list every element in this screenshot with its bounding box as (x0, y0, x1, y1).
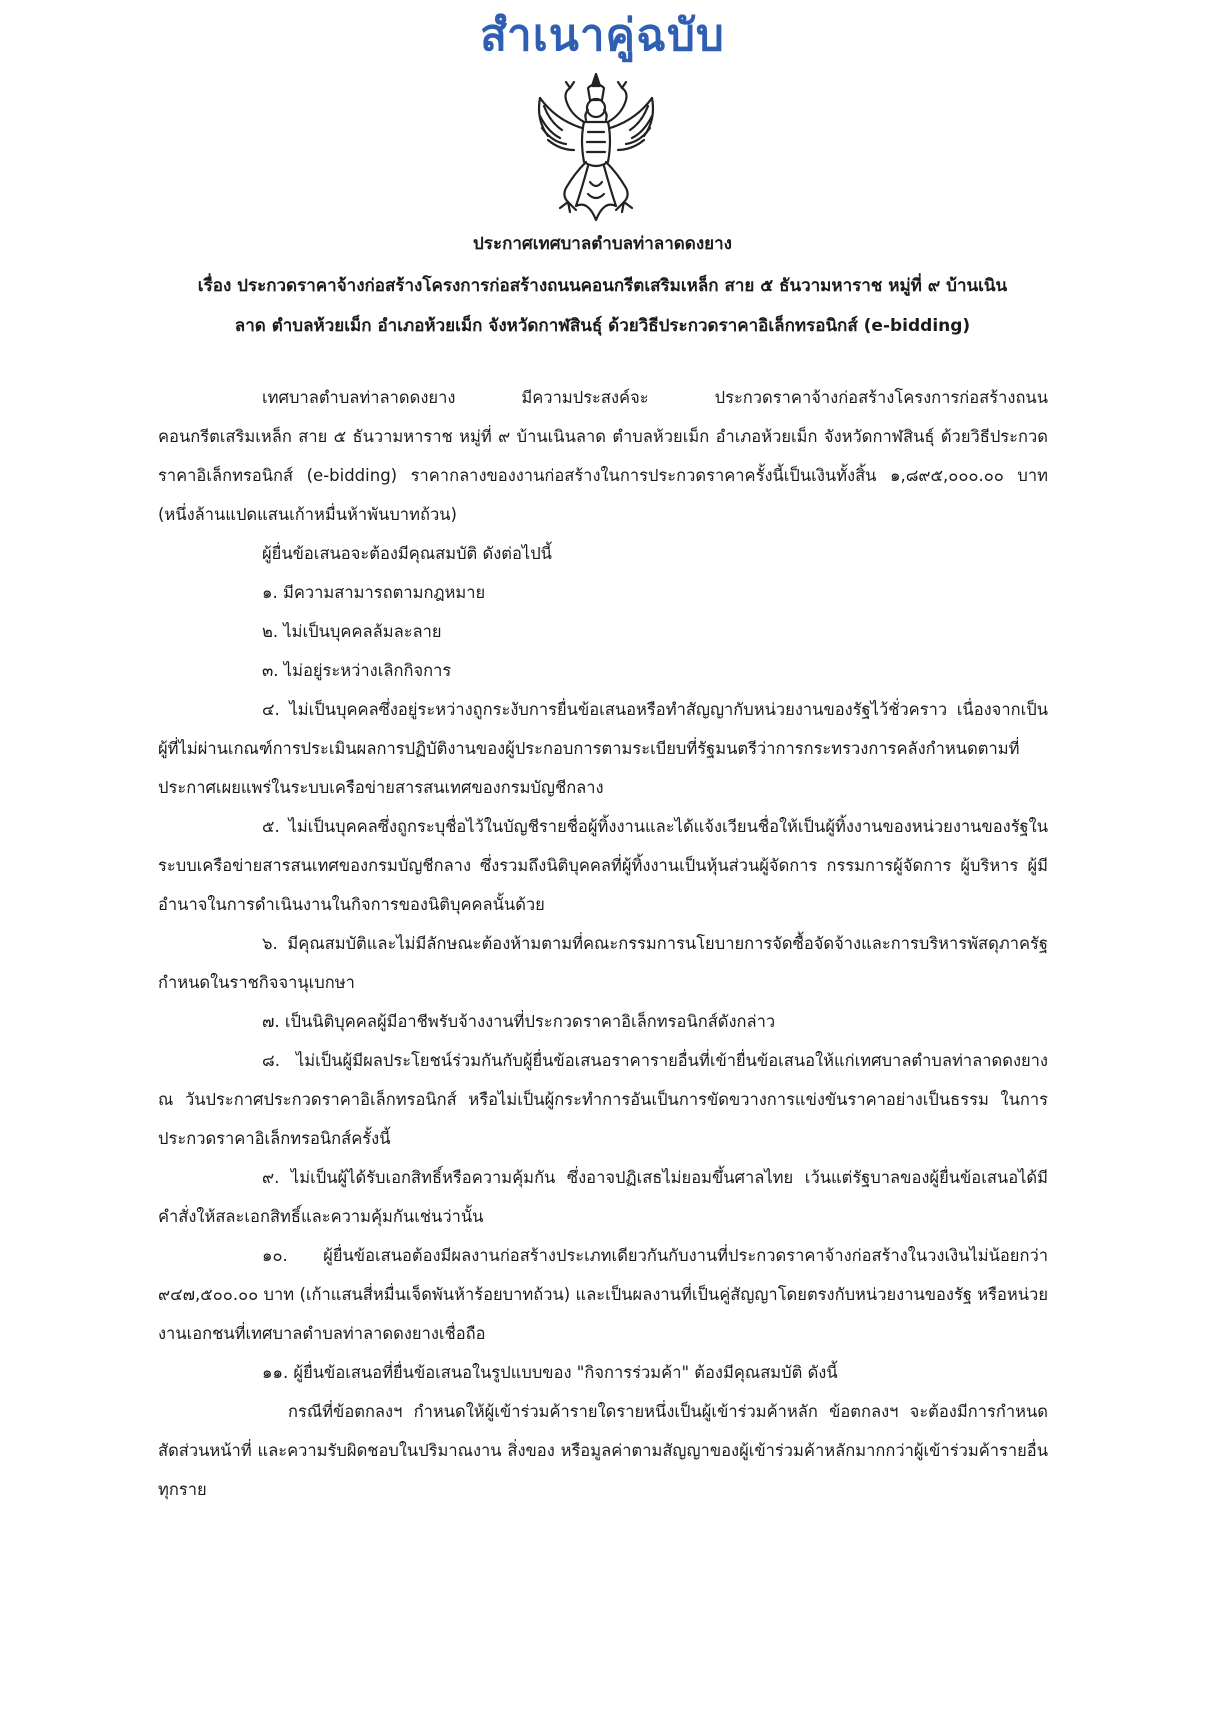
subject-line-1: เรื่อง ประกวดราคาจ้างก่อสร้างโครงการก่อสร้างถนนคอนกรีตเสริมเหล็ก สาย ๕ ธันวามหาราช หมู่ที่ ๙ บ้านเนิน (197, 276, 1008, 296)
qualification-item-9: ๙. ไม่เป็นผู้ได้รับเอกสิทธิ์หรือความคุ้มกัน ซึ่งอาจปฏิเสธไม่ยอมขึ้นศาลไทย เว้นแต่รัฐบาลของผู้ยื่นข้อเสนอได้มีคำสั่งให้สละเอกสิทธิ์และความคุ้มกันเช่นว่านั้น (158, 1168, 1048, 1226)
qualification-item-4: ๔. ไม่เป็นบุคคลซึ่งอยู่ระหว่างถูกระงับการยื่นข้อเสนอหรือทำสัญญากับหน่วยงานของรัฐไว้ชั่วคราว เนื่องจากเป็นผู้ที่ไม่ผ่านเกณฑ์การประเมินผลการปฏิบัติงานของผู้ประกอบการตามระเบียบที่รัฐมนตรีว่าการกระทรวงการคลังกำหนดตามที่ประกาศเผยแพร่ในระบบเครือข่ายสารสนเทศของกรมบัญชีกลาง (158, 700, 1048, 797)
qualification-item-6: ๖. มีคุณสมบัติและไม่มีลักษณะต้องห้ามตามที่คณะกรรมการนโยบายการจัดซื้อจัดจ้างและการบริหารพัสดุภาครัฐกำหนดในราชกิจจานุเบกษา (158, 934, 1048, 992)
qualification-item-1: ๑. มีความสามารถตามกฎหมาย (262, 583, 486, 602)
qualification-item-5: ๕. ไม่เป็นบุคคลซึ่งถูกระบุชื่อไว้ในบัญชีรายชื่อผู้ทิ้งงานและได้แจ้งเวียนชื่อให้เป็นผู้ทิ้งงานของหน่วยงานของรัฐในระบบเครือข่ายสารสนเทศของกรมบัญชีกลาง ซึ่งรวมถึงนิติบุคคลที่ผู้ทิ้งงานเป็นหุ้นส่วนผู้จัดการ กรรมการผู้จัดการ ผู้บริหาร ผู้มีอำนาจในการดำเนินงานในกิจการของนิติบุคคลนั้นด้วย (158, 817, 1048, 914)
joint-venture-clause: กรณีที่ข้อตกลงฯ กำหนดให้ผู้เข้าร่วมค้ารายใดรายหนึ่งเป็นผู้เข้าร่วมค้าหลัก ข้อตกลงฯ จะต้องมีการกำหนดสัดส่วนหน้าที่ และความรับผิดชอบในปริมาณงาน สิ่งของ หรือมูลค่าตามสัญญาของผู้เข้าร่วมค้าหลักมากกว่าผู้เข้าร่วมค้ารายอื่นทุกราย (158, 1402, 1048, 1499)
qualification-item-11: ๑๑. ผู้ยื่นข้อเสนอที่ยื่นข้อเสนอในรูปแบบของ "กิจการร่วมค้า" ต้องมีคุณสมบัติ ดังนี้ (262, 1363, 838, 1382)
qualification-item-10: ๑๐. ผู้ยื่นข้อเสนอต้องมีผลงานก่อสร้างประเภทเดียวกันกับงานที่ประกวดราคาจ้างก่อสร้างในวงเงินไม่น้อยกว่า ๙๔๗,๕๐๐.๐๐ บาท (เก้าแสนสี่หมื่นเจ็ดพันห้าร้อยบาทถ้วน) และเป็นผลงานที่เป็นคู่สัญญาโดยตรงกับหน่วยงานของรัฐ หรือหน่วยงานเอกชนที่เทศบาลตำบลท่าลาดดงยางเชื่อถือ (158, 1246, 1048, 1343)
qualification-item-7: ๗. เป็นนิติบุคคลผู้มีอาชีพรับจ้างงานที่ประกวดราคาอิเล็กทรอนิกส์ดังกล่าว (262, 1012, 776, 1031)
qualification-item-2: ๒. ไม่เป็นบุคคลล้มละลาย (262, 622, 442, 641)
announcement-title: ประกาศเทศบาลตำบลท่าลาดดงยาง (473, 234, 732, 254)
garuda-emblem-icon (526, 70, 666, 230)
qualifications-intro: ผู้ยื่นข้อเสนอจะต้องมีคุณสมบัติ ดังต่อไปนี้ (262, 544, 552, 563)
qualification-item-8: ๘. ไม่เป็นผู้มีผลประโยชน์ร่วมกันกับผู้ยื่นข้อเสนอราคารายอื่นที่เข้ายื่นข้อเสนอให้แก่เทศบาลตำบลท่าลาดดงยาง ณ วันประกาศประกวดราคาอิเล็กทรอนิกส์ หรือไม่เป็นผู้กระทำการอันเป็นการขัดขวางการแข่งขันราคาอย่างเป็นธรรม ในการประกวดราคาอิเล็กทรอนิกส์ครั้งนี้ (158, 1051, 1048, 1148)
copy-stamp: สำเนาคู่ฉบับ (480, 10, 725, 61)
qualification-item-3: ๓. ไม่อยู่ระหว่างเลิกกิจการ (262, 661, 452, 680)
subject-line-2: ลาด ตำบลห้วยเม็ก อำเภอห้วยเม็ก จังหวัดกาฬสินธุ์ ด้วยวิธีประกวดราคาอิเล็กทรอนิกส์ (e-bidding) (234, 316, 971, 336)
document-body (158, 378, 1048, 1509)
intro-paragraph: เทศบาลตำบลท่าลาดดงยาง มีความประสงค์จะ ประกวดราคาจ้างก่อสร้างโครงการก่อสร้างถนนคอนกรีตเสริมเหล็ก สาย ๕ ธันวามหาราช หมู่ที่ ๙ บ้านเนินลาด ตำบลห้วยเม็ก อำเภอห้วยเม็ก จังหวัดกาฬสินธุ์ ด้วยวิธีประกวดราคาอิเล็กทรอนิกส์ (e-bidding) ราคากลางของงานก่อสร้างในการประกวดราคาครั้งนี้เป็นเงินทั้งสิ้น ๑,๘๙๕,๐๐๐.๐๐ บาท (หนึ่งล้านแปดแสนเก้าหมื่นห้าพันบาทถ้วน) (158, 388, 1048, 524)
